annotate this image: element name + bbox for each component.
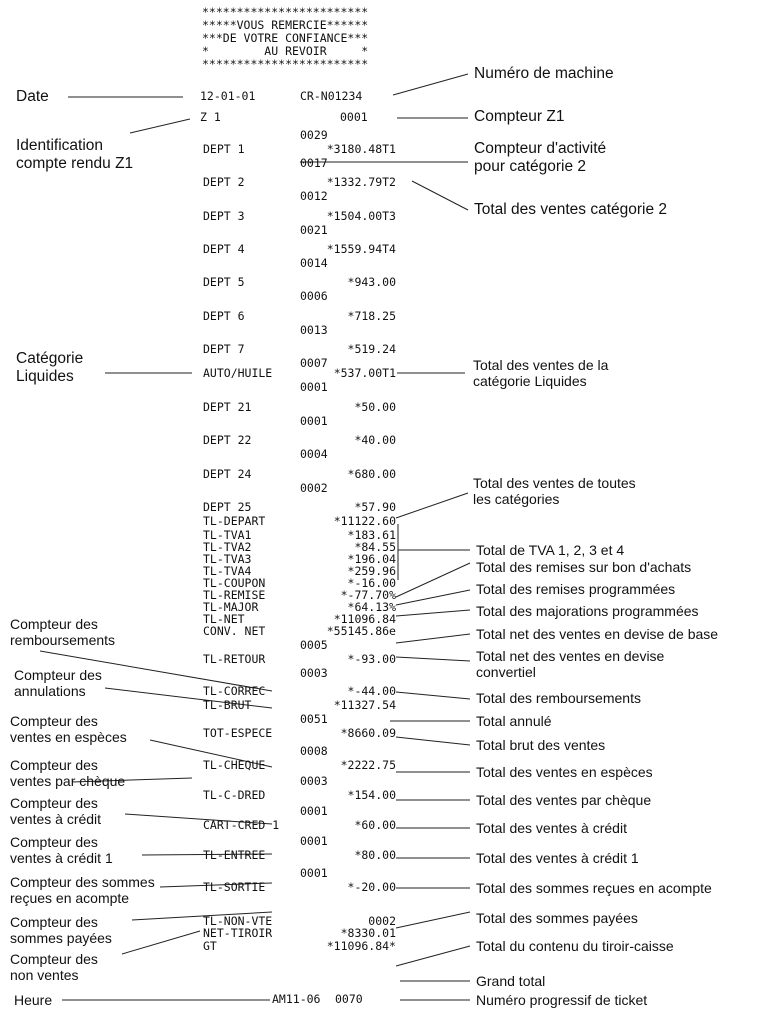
receipt-row-label: TOT-ESPECE [203,726,273,740]
receipt-row-value: *8660.09 [340,726,396,740]
receipt-row-counter: 0001 [300,380,328,394]
receipt-row-counter: 0014 [300,256,328,270]
receipt-row-value: *1504.00T3 [326,209,396,223]
receipt-row-counter: 0006 [300,289,328,303]
leader-identification [130,119,190,133]
receipt-date: 12-01-01 [200,89,256,103]
label-remises-programmees: Total des remises programmées [476,581,676,597]
leader-tiroir [396,946,470,966]
leader-brut [396,737,470,745]
receipt-time: AM11-06 [272,992,321,1006]
receipt-row-value: *3180.48T1 [326,142,396,156]
receipt-row-value: *64.13% [347,600,396,614]
receipt-row-label: TL-SORTIE [203,880,266,894]
receipt-row-label: DEPT 6 [203,309,245,323]
receipt-row-counter: 0001 [300,804,328,818]
receipt-row-label: DEPT 5 [203,275,245,289]
receipt-row-value: *-20.00 [347,880,396,894]
receipt-row-value: *680.00 [347,467,396,481]
receipt-row-value: *2222.75 [340,758,396,772]
receipt-row-label: DEPT 1 [203,142,245,156]
label-majorations-programmees: Total des majorations programmées [476,603,699,619]
label-compteur-z1: Compteur Z1 [474,108,565,125]
leader-net-convertie [396,657,470,661]
receipt-row-label: AUTO/HUILE [203,366,273,380]
receipt-row-counter: 0017 [300,156,328,170]
label-total-liquides: Total des ventes de la catégorie Liquides [473,357,609,389]
label-heure: Heure [14,992,53,1008]
label-total-credit-1: Total des ventes à crédit 1 [476,850,639,866]
label-total-toutes-categories: Total des ventes de toutes les catégories [473,475,636,507]
receipt-row-label: TL-NON-VTE [203,914,273,928]
receipt-row-label: DEPT 4 [203,242,245,256]
receipt-row-counter: 0012 [300,189,328,203]
receipt-row-value: *1332.79T2 [326,175,396,189]
receipt-row-value: *196.04 [347,552,396,566]
label-identification-z1: Identification compte rendu Z1 [16,137,134,172]
label-compteur-annulations: Compteur des annulations [14,667,102,699]
receipt-row-counter: 0021 [300,223,328,237]
receipt-row-label: NET-TIROIR [203,926,273,940]
receipt-machine-number: CR-N01234 [300,89,363,103]
receipt-header-line: *****VOUS REMERCIE****** [202,18,369,32]
receipt-row-value: 0002 [368,914,396,928]
receipt-row-value: *259.96 [347,564,396,578]
label-total-acompte: Total des sommes reçues en acompte [476,880,712,896]
label-date: Date [16,88,49,105]
label-remises-bon-achats: Total des remises sur bon d'achats [476,559,692,575]
label-total-especes: Total des ventes en espèces [476,764,653,780]
receipt-row-label: TL-C-DRED [203,788,266,802]
receipt-row-value: *55145.86e [326,624,396,638]
receipt-row-value: *40.00 [354,433,396,447]
receipt-row-label: TL-RETOUR [203,652,266,666]
label-numero-ticket: Numéro progressif de ticket [476,992,648,1008]
receipt-row-label: TL-COUPON [203,576,266,590]
receipt-row-value: *183.61 [347,528,396,542]
receipt-row-label: GT [203,939,217,953]
label-compteur-remboursements: Compteur des remboursements [10,616,116,648]
receipt-row-label: TL-BRUT [203,698,252,712]
receipt-row-label: TL-CORREC [203,684,266,698]
leader-non-ventes [122,931,200,954]
receipt-row-value: *11096.84* [326,939,396,953]
label-total-remboursements: Total des remboursements [476,690,641,706]
receipt-row-value: *80.00 [354,848,396,862]
leader-net-base [396,634,470,643]
receipt-header-line: ************************ [202,5,369,19]
receipt-row-label: TL-TVA2 [203,540,252,554]
label-total-credit: Total des ventes à crédit [476,820,627,836]
receipt-row-label: TL-MAJOR [203,600,259,614]
receipt-row-label: TL-TVA1 [203,528,252,542]
receipt-row-value: *11122.60 [333,514,396,528]
label-compteur-acompte: Compteur des sommes reçues en acompte [10,874,155,906]
label-total-brut: Total brut des ventes [476,737,606,753]
label-numero-machine: Numéro de machine [474,65,614,82]
leader-majorations [396,610,470,616]
receipt-header-line: ***DE VOTRE CONFIANCE*** [202,31,369,45]
receipt-row-value: *718.25 [347,309,396,323]
receipt-row-counter: 0013 [300,323,328,337]
receipt-row-value: *519.24 [347,342,396,356]
receipt-row-label: TL-CHEQUE [203,758,266,772]
receipt-row-counter: 0029 [300,128,328,142]
leader-machine [393,74,468,95]
receipt-header-line: ************************ [202,57,369,71]
receipt-row-counter: 0003 [300,774,328,788]
receipt-row-label: TL-TVA4 [203,564,252,578]
label-total-tva: Total de TVA 1, 2, 3 et 4 [476,542,625,558]
receipt-row-label: CONV. NET [203,624,266,638]
label-total-ventes-cat2: Total des ventes catégorie 2 [474,201,668,218]
leader-remboursements-total [396,692,470,699]
receipt-row-label: DEPT 3 [203,209,245,223]
receipt-row-counter: 0001 [300,866,328,880]
receipt-row-value: *11327.54 [333,698,396,712]
receipt-row-value: *8330.01 [340,926,396,940]
receipt-row-value: *50.00 [354,400,396,414]
label-compteur-especes: Compteur des ventes en espèces [10,713,127,745]
leader-total-cat2 [412,181,468,210]
label-net-devise-convertie: Total net des ventes en devise convertiel [476,648,665,680]
receipt-row-value: *-16.00 [347,576,396,590]
label-total-tiroir: Total du contenu du tiroir-caisse [476,938,674,954]
receipt-z1-counter: 0001 [340,110,368,124]
label-grand-total: Grand total [476,973,546,989]
receipt-row-value: *57.90 [354,500,396,514]
label-net-devise-base: Total net des ventes en devise de base [476,626,719,642]
receipt-row-counter: 0007 [300,356,328,370]
receipt-row-value: *943.00 [347,275,396,289]
label-compteur-credit-1: Compteur des ventes à crédit 1 [10,834,113,866]
receipt-row-label: CART-CRED 1 [203,818,280,832]
receipt-row-value: *-77.70% [340,588,396,602]
label-compteur-sommes-payees: Compteur des sommes payées [10,914,112,946]
label-categorie-liquides: Catégorie Liquides [16,350,84,385]
receipt-z1-id: Z 1 [200,110,221,124]
receipt-row-counter: 0051 [300,712,328,726]
receipt-row-counter: 0003 [300,666,328,680]
leader-sommes-payees-total [396,912,470,928]
receipt-row-label: TL-TVA3 [203,552,252,566]
receipt-row-label: DEPT 25 [203,500,252,514]
receipt-row-label: DEPT 21 [203,400,252,414]
label-total-annule: Total annulé [476,713,552,729]
label-total-sommes-payees: Total des sommes payées [476,910,638,926]
receipt-row-counter: 0001 [300,414,328,428]
receipt-row-label: TL-ENTREE [203,848,266,862]
receipt-row-label: DEPT 24 [203,467,252,481]
receipt-row-counter: 0008 [300,744,328,758]
leader-toutes-categories [396,493,468,518]
receipt-row-counter: 0001 [300,834,328,848]
receipt-row-label: DEPT 2 [203,175,245,189]
receipt-row-value: *154.00 [347,788,396,802]
receipt-row-label: DEPT 7 [203,342,245,356]
receipt-row-value: *84.55 [354,540,396,554]
receipt-ticket-number: 0070 [335,992,363,1006]
receipt-row-value: *60.00 [354,818,396,832]
receipt-row-counter: 0002 [300,481,328,495]
label-compteur-activite: Compteur d'activité pour catégorie 2 [474,140,607,175]
receipt-row-value: *-44.00 [347,684,396,698]
receipt-header-line: * AU REVOIR * [202,44,369,58]
label-compteur-cheque: Compteur des ventes par chèque [10,757,126,789]
receipt-row-label: TL-REMISE [203,588,266,602]
receipt-row-label: DEPT 22 [203,433,252,447]
receipt-row-value: *11096.84 [333,612,396,626]
receipt-row-value: *1559.94T4 [326,242,396,256]
receipt-row-value: *-93.00 [347,652,396,666]
label-total-cheque: Total des ventes par chèque [476,792,652,808]
receipt-row-value: *537.00T1 [333,366,396,380]
receipt-row-counter: 0005 [300,638,328,652]
receipt-row-label: TL-DEPART [203,514,266,528]
receipt-row-label: TL-NET [203,612,245,626]
label-compteur-non-ventes: Compteur des non ventes [10,951,98,983]
receipt-row-counter: 0004 [300,447,328,461]
label-compteur-credit: Compteur des ventes à crédit [10,795,102,827]
